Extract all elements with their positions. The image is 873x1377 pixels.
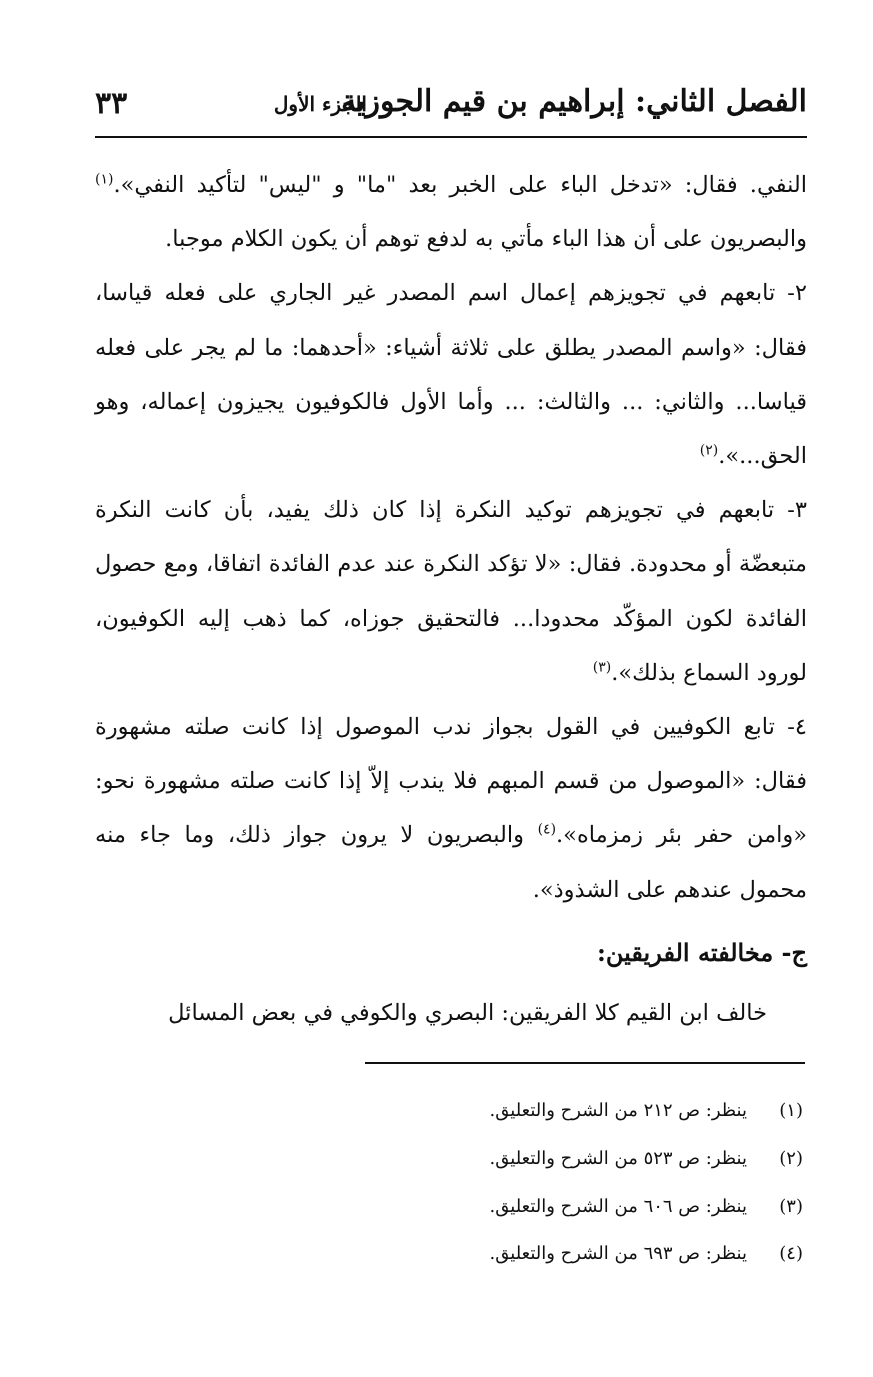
paragraph-text: ٤- تابع الكوفيين في القول بجواز ندب الموصول إذا كانت صلته مشهورة فقال: «الموصول من قسم المبهم فلا يندب إلاّ إذا كانت صلته مشهورة نحو: «وامن حفر بئر زمزماه».	[95, 714, 808, 849]
header-rule	[95, 136, 807, 138]
footnote-ref: (٢)	[699, 442, 719, 459]
body-text	[95, 158, 807, 917]
paragraph	[95, 266, 807, 483]
page-header	[95, 78, 807, 140]
footnote-text: ينظر: ص ٥٢٣ من الشرح والتعليق.	[489, 1148, 747, 1169]
footnote-text: ينظر: ص ٦٩٣ من الشرح والتعليق.	[489, 1243, 747, 1264]
footnote-number: (٣)	[779, 1196, 803, 1217]
footnote-ref: (٤)	[537, 821, 557, 838]
volume-label: الجزء الأول	[273, 92, 367, 116]
paragraph	[95, 700, 807, 917]
paragraph-text-continued: والبصريون لا يرون جواز ذلك، وما جاء منه محمول عندهم على الشذوذ».	[95, 822, 807, 903]
footnote-separator	[365, 1062, 805, 1064]
footnote	[490, 1243, 803, 1264]
section-heading: ج- مخالفته الفريقين:	[597, 938, 807, 967]
paragraph-text-continued: والبصريون على أن هذا الباء مأتي به لدفع توهم أن يكون الكلام موجبا.	[165, 226, 807, 253]
paragraph-text: ٣- تابعهم في تجويزهم توكيد النكرة إذا كان ذلك يفيد، بأن كانت النكرة متبعضّة أو محدودة. فقال: «لا تؤكد النكرة عند عدم الفائدة اتفاقا، ومع حصول الفائدة لكون المؤكّد محدودا... فالتحقيق جوزاه، كما ذهب إليه الكوفيون، لورود السماع بذلك».	[95, 497, 807, 686]
paragraph	[95, 483, 807, 700]
footnote-number: (٤)	[779, 1243, 803, 1264]
chapter-title: الفصل الثاني: إبراهيم بن قيم الجوزية	[341, 84, 807, 119]
paragraph	[95, 158, 807, 266]
footnote-number: (١)	[779, 1100, 803, 1121]
page-number: ٣٣	[95, 86, 128, 121]
footnote-text: ينظر: ص ٢١٢ من الشرح والتعليق.	[489, 1100, 747, 1121]
closing-paragraph: خالف ابن القيم كلا الفريقين: البصري والكوفي في بعض المسائل	[168, 1000, 767, 1026]
paragraph-text: ٢- تابعهم في تجويزهم إعمال اسم المصدر غير الجاري على فعله قياسا، فقال: «واسم المصدر يطلق على ثلاثة أشياء: «أحدهما: ما لم يجر على فعله قياسا... والثاني: ... والثالث: ... وأما الأول فالكوفيون يجيزون إعماله، وهو الحق...».	[95, 280, 807, 470]
paragraph-text: النفي. فقال: «تدخل الباء على الخبر بعد "ما" و "ليس" لتأكيد النفي».	[113, 172, 807, 198]
footnote-number: (٢)	[779, 1148, 803, 1169]
footnote-ref: (١)	[95, 171, 114, 188]
footnote	[490, 1100, 803, 1121]
footnote	[490, 1148, 803, 1169]
footnote	[490, 1196, 803, 1217]
footnote-text: ينظر: ص ٦٠٦ من الشرح والتعليق.	[489, 1196, 747, 1217]
footnote-ref: (٣)	[592, 659, 612, 676]
